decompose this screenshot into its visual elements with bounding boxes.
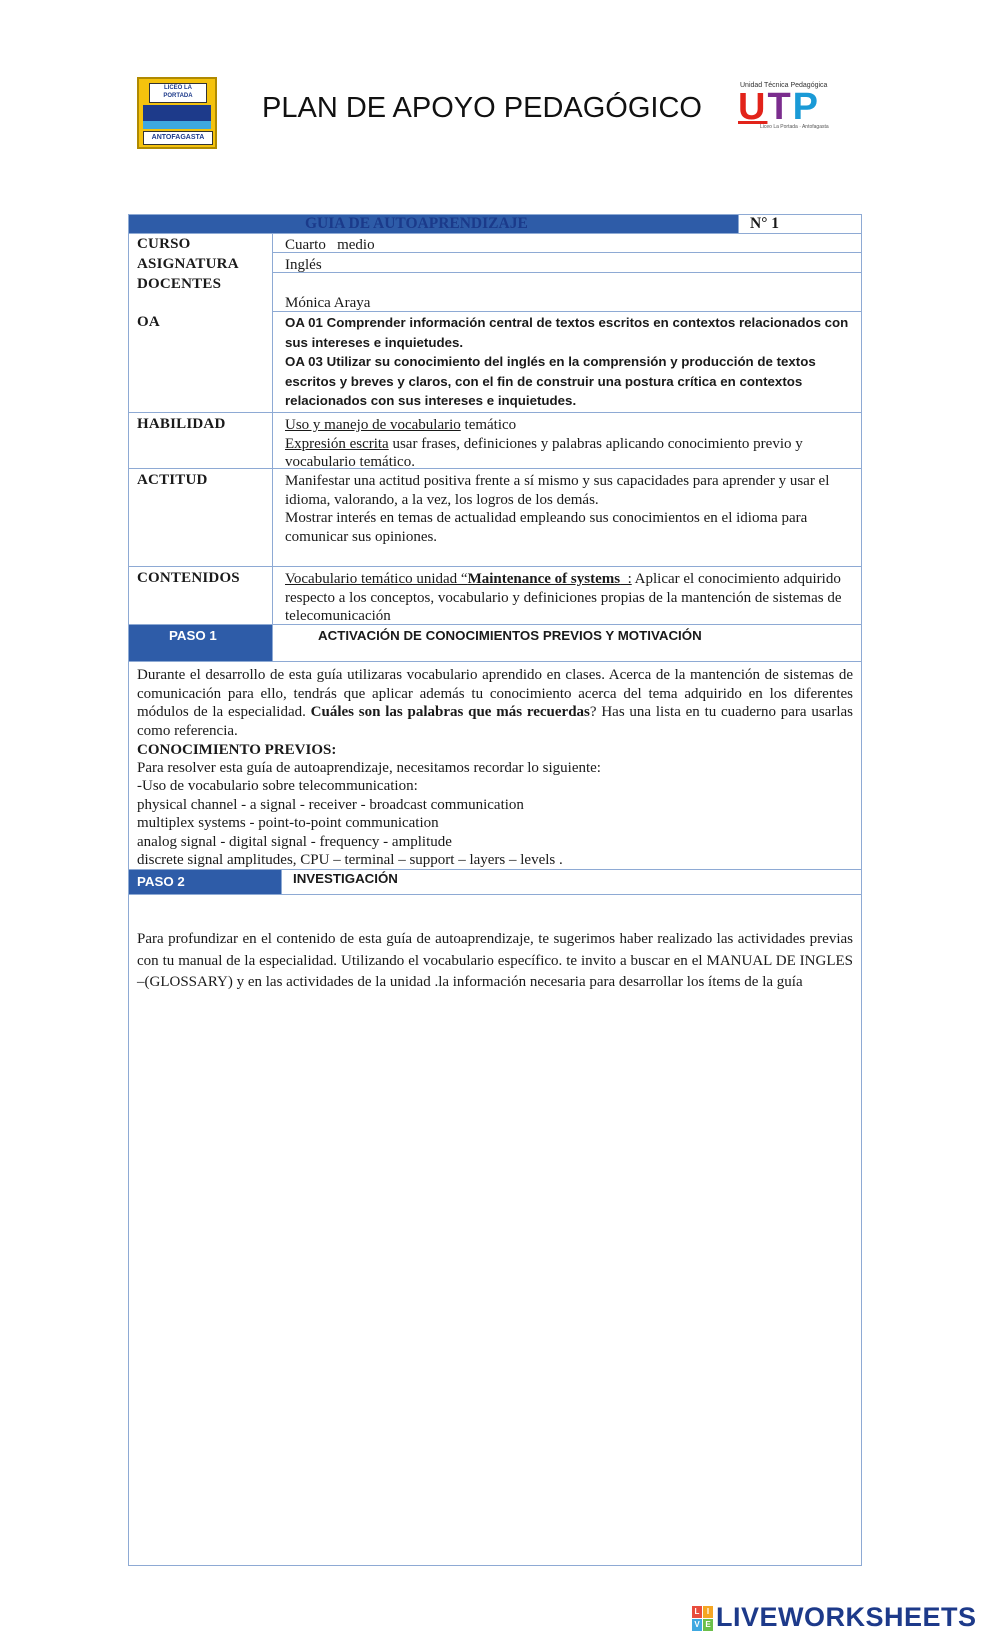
vocabulary-line-1: Para resolver esta guía de autoaprendizaje, necesitamos recordar lo siguiente: (137, 760, 601, 776)
paso-2-title: INVESTIGACIÓN (293, 871, 398, 886)
actitud-label: ACTITUD (137, 472, 208, 488)
paso-1-title: ACTIVACIÓN DE CONOCIMIENTOS PREVIOS Y MOTIVACIÓN (318, 628, 702, 643)
paso-2-text: Para profundizar en el contenido de esta guía de autoaprendizaje, te sugerimos haber realizado las actividades previas con tu manual de la especialidad. Utilizando el vocabulario específico. te invito a buscar en el MANUAL DE INGLES –(GLOSSARY) y en las actividades de la unidad .la información necesaria para desarrollar los ítems de la guía (137, 931, 853, 990)
paso-1-label: PASO 1 (169, 628, 217, 643)
liveworksheets-brand: LIVEWORKSHEETS (716, 1602, 977, 1632)
vocabulary-line-2: -Uso de vocabulario sobre telecommunication: (137, 778, 418, 794)
oa-01-text: OA 01 Comprender información central de textos escritos en contextos relacionados con sus intereses e inquietudes. (285, 315, 849, 350)
vocabulary-line-4: multiplex systems - point-to-point communication (137, 815, 439, 831)
utp-logo (738, 80, 862, 132)
contenidos-text: Vocabulario temático unidad “Maintenance of systems : Aplicar el conocimiento adquirido respecto a los conceptos, vocabulario y definiciones propias de la mantención de sistemas de telecomunicación (285, 571, 842, 624)
docentes-label: DOCENTES (137, 276, 222, 292)
oa-label: OA (137, 314, 160, 330)
asignatura-label: ASIGNATURA (137, 256, 239, 272)
utp-wordmark: UTP (738, 86, 821, 128)
page-title: PLAN DE APOYO PEDAGÓGICO (262, 92, 702, 124)
paso-2-label: PASO 2 (137, 874, 185, 889)
vocabulary-line-5: analog signal - digital signal - frequency - amplitude (137, 834, 452, 850)
actitud-text-1: Manifestar una actitud positiva frente a sí mismo y sus capacidades para aprender y usar el idioma, valorando, a la vez, los logros de los demás. (285, 473, 830, 508)
liveworksheets-logo-icon: L I V E (692, 1606, 714, 1632)
habilidad-text: Uso y manejo de vocabulario temático Expresión escrita usar frases, definiciones y palabras aplicando conocimiento previo y vocabulario temático. (285, 417, 803, 470)
guide-title: GUIA DE AUTOAPRENDIZAJE (305, 215, 528, 232)
docentes-value: Mónica Araya (285, 295, 371, 311)
number-divider (738, 214, 739, 233)
actitud-text-2: Mostrar interés en temas de actualidad empleando sus conocimientos en el idioma para comunicar sus opiniones. (285, 510, 808, 545)
school-logo-bottom-text: ANTOFAGASTA (143, 131, 213, 145)
guide-number: N° 1 (750, 215, 780, 232)
utp-subcaption: Liceo La Portada · Antofagasta (760, 124, 829, 130)
curso-value: Cuarto medio (285, 237, 375, 253)
paso-1-intro: Durante el desarrollo de esta guía utilizaras vocabulario aprendido en clases. Acerca de la mantención de sistemas de comunicación para ello, tendrás que aplicar además tu conocimiento acerca del tema adquirido en los diferentes módulos de la especialidad. Cuáles son las palabras que más recuerdas? Has una lista en tu cuaderno para usarlas como referencia. (137, 667, 853, 740)
school-logo (137, 77, 217, 149)
school-logo-top-text: LICEO LA PORTADA (149, 83, 207, 103)
wave-icon (143, 121, 211, 129)
contenidos-label: CONTENIDOS (137, 570, 240, 586)
column-divider (272, 233, 273, 661)
curso-label: CURSO (137, 236, 191, 252)
vocabulary-line-6: discrete signal amplitudes, CPU – terminal – support – layers – levels . (137, 852, 563, 868)
utp-caption: Unidad Técnica Pedagógica (740, 82, 828, 89)
habilidad-label: HABILIDAD (137, 416, 226, 432)
vocabulary-line-3: physical channel - a signal - receiver - broadcast communication (137, 797, 524, 813)
conocimiento-previos-heading: CONOCIMIENTO PREVIOS: (137, 742, 337, 758)
oa-03-text: OA 03 Utilizar su conocimiento del inglés en la comprensión y producción de textos escritos y breves y claros, con el fin de construir una postura crítica en contextos relacionados con sus intereses e inquietudes. (285, 354, 816, 408)
asignatura-value: Inglés (285, 257, 322, 273)
